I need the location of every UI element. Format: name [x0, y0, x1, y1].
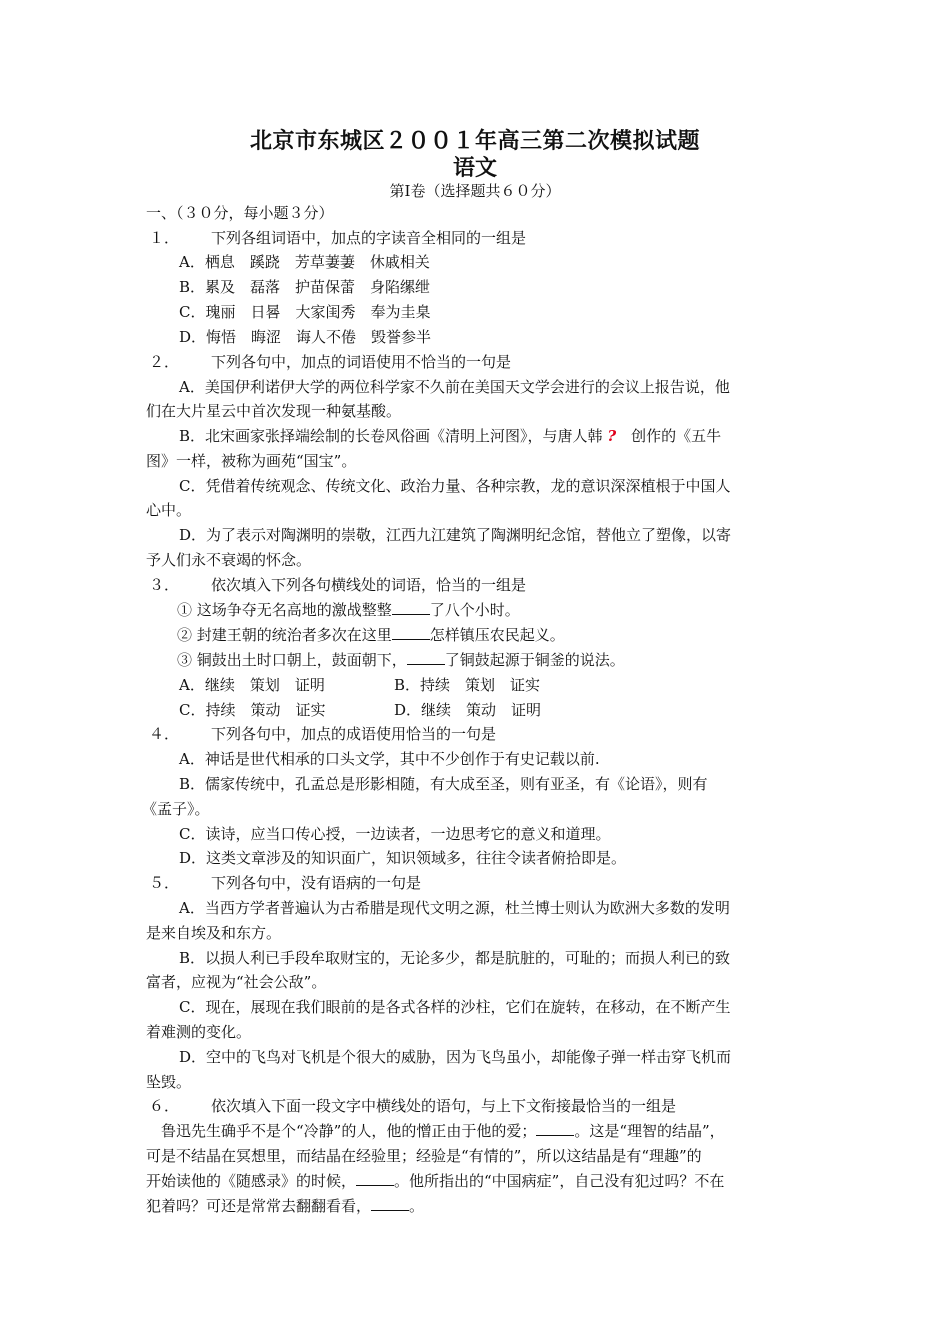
- q3-sentence-3: ③ 铜鼓出土时口朝上，鼓面朝下， 了铜鼓起源于铜釜的说法。: [177, 651, 625, 669]
- q5-option-d-line1: D．空中的飞鸟对飞机是个很大的威胁，因为飞鸟虽小，却能像子弹一样击穿飞机而: [179, 1048, 732, 1066]
- answer-blank: [371, 1196, 409, 1211]
- section-heading: 一、（３０分，每小题３分）: [146, 204, 334, 222]
- q3-sentence-2: ② 封建王朝的统治者多次在这里 怎样镇压农民起义。: [177, 626, 565, 644]
- q6-passage-line2: 可是不结晶在冥想里，而结晶在经验里；经验是“有情的”，所以这结晶是有“理趣”的: [146, 1147, 702, 1165]
- question-4: ４． 下列各句中，加点的成语使用恰当的一句是: [149, 725, 497, 743]
- q2-option-c-line2: 心中。: [146, 501, 192, 519]
- question-5: ５． 下列各句中，没有语病的一句是: [149, 874, 422, 892]
- q5-option-c-line2: 着难测的变化。: [146, 1023, 252, 1041]
- answer-blank: [407, 650, 445, 665]
- q3-sentence-1: ① 这场争夺无名高地的激战整整 了八个小时。: [177, 601, 520, 619]
- q3-option-d: D．继续 策动 证明: [394, 701, 542, 719]
- q1-option-c: C．瑰丽 日晷 大家闺秀 奉为圭臬: [179, 303, 431, 321]
- q1-option-b: B．累及 磊落 护苗保蕾 身陷缧绁: [179, 278, 431, 296]
- q4-option-d: D．这类文章涉及的知识面广，知识领域多，往往令读者俯拾即是。: [179, 849, 627, 867]
- q2-option-a-line1: A．美国伊利诺伊大学的两位科学家不久前在美国天文学会进行的会议上报告说，他: [179, 378, 730, 396]
- q6-passage-line3: 开始读他的《随感录》的时候， 。他所指出的“中国病症”，自己没有犯过吗？不在: [146, 1172, 725, 1190]
- q5-option-b-line2: 富者，应视为“社会公敌”。: [146, 973, 327, 991]
- q5-option-a-line1: A．当西方学者普遍认为古希腊是现代文明之源，杜兰博士则认为欧洲大多数的发明: [179, 899, 730, 917]
- q2-option-d-line1: D．为了表示对陶渊明的崇敬，江西九江建筑了陶渊明纪念馆，替他立了塑像，以寄: [179, 526, 732, 544]
- q2-option-a-line2: 们在大片星云中首次发现一种氨基酸。: [146, 402, 402, 420]
- q2-option-c-line1: C．凭借着传统观念、传统文化、政治力量、各种宗教，龙的意识深深植根于中国人: [179, 477, 731, 495]
- question-1: １． 下列各组词语中，加点的字读音全相同的一组是: [149, 229, 527, 247]
- q4-option-b-line1: B．儒家传统中，孔孟总是形影相随，有大成至圣，则有亚圣，有《论语》，则有: [179, 775, 708, 793]
- question-3: ３． 依次填入下列各句横线处的词语，恰当的一组是: [149, 576, 527, 594]
- q4-option-a: A．神话是世代相承的口头文学，其中不少创作于有史记载以前.: [179, 750, 600, 768]
- volume-heading: 第Ⅰ卷（选择题共６０分）: [389, 182, 561, 200]
- q1-option-a: A．栖息 蹊跷 芳草萋萋 休戚相关: [179, 253, 430, 271]
- answer-blank: [536, 1121, 574, 1136]
- q6-passage-line4: 犯着吗？可还是常常去翻翻看看， 。: [146, 1197, 425, 1215]
- answer-blank: [392, 600, 430, 615]
- q4-option-c: C．读诗，应当口传心授，一边读者，一边思考它的意义和道理。: [179, 825, 611, 843]
- q3-option-c: C．持续 策动 证实: [179, 701, 326, 719]
- answer-blank: [356, 1171, 394, 1186]
- q5-option-b-line1: B．以损人利已手段牟取财宝的，无论多少，都是肮脏的，可耻的；而损人利已的致: [179, 949, 731, 967]
- q5-option-a-line2: 是来自埃及和东方。: [146, 924, 282, 942]
- subject-title: 语文: [452, 156, 497, 181]
- missing-char-mark: ?: [607, 427, 617, 445]
- q4-option-b-line2: 《孟子》。: [142, 800, 210, 818]
- q2-option-d-line2: 予人们永不衰竭的怀念。: [146, 551, 312, 569]
- q5-option-c-line1: C．现在，展现在我们眼前的是各式各样的沙柱，它们在旋转，在移动，在不断产生: [179, 998, 731, 1016]
- q6-passage-line1: 鲁迅先生确乎不是个“冷静”的人，他的憎正由于他的爱； 。这是“理智的结晶”，: [161, 1122, 725, 1140]
- q3-option-b: B．持续 策划 证实: [394, 676, 541, 694]
- q3-option-a: A．继续 策划 证明: [179, 676, 325, 694]
- q1-option-d: D．悔悟 晦涩 诲人不倦 毁誉参半: [179, 328, 432, 346]
- q5-option-d-line2: 坠毁。: [146, 1073, 192, 1091]
- q2-option-b-line1: B．北宋画家张择端绘制的长卷风俗画《清明上河图》，与唐人韩 ? 创作的《五牛: [179, 427, 722, 445]
- question-6: ６． 依次填入下面一段文字中横线处的语句，与上下文衔接最恰当的一组是: [149, 1097, 677, 1115]
- q2-option-b-line2: 图》一样，被称为画苑“国宝”。: [146, 452, 357, 470]
- question-2: ２． 下列各句中，加点的词语使用不恰当的一句是: [149, 353, 512, 371]
- answer-blank: [392, 625, 430, 640]
- exam-title: 北京市东城区２００１年高三第二次模拟试题: [249, 129, 700, 154]
